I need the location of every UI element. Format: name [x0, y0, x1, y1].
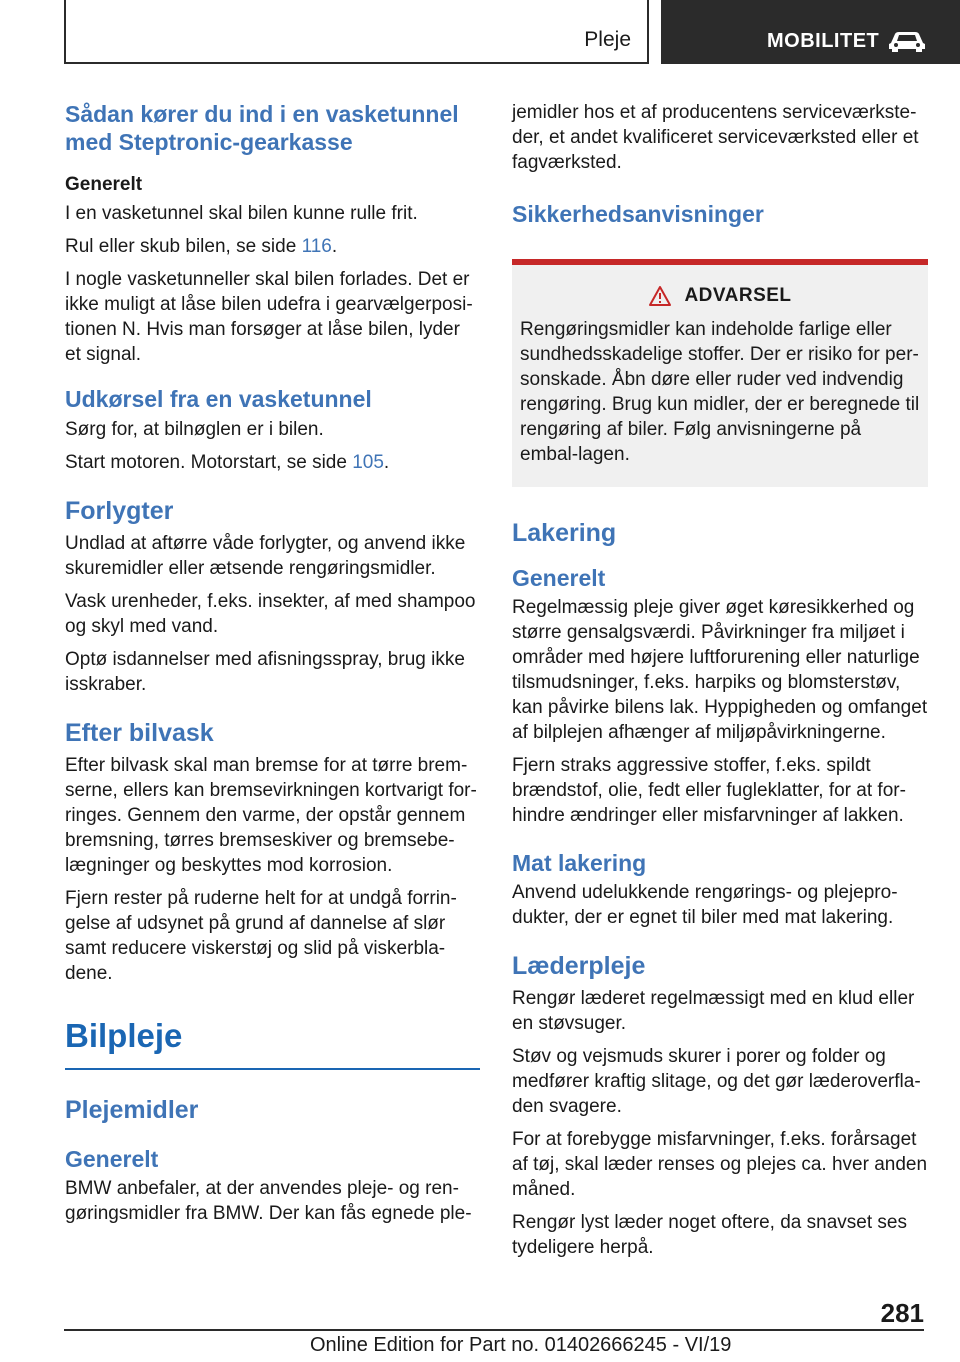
warning-box	[512, 259, 928, 487]
heading-matte-paint: Mat lakering	[512, 850, 647, 876]
paragraph: Rengør læderet regelmæssigt med en klud eller en støvsuger.	[512, 988, 915, 1034]
paragraph: Anvend udelukkende rengørings- og plejepro-dukter, der er egnet til biler med mat lakering.	[512, 882, 898, 928]
heading-headlights: Forlygter	[65, 497, 174, 525]
right-column	[512, 100, 928, 1268]
paragraph: For at forebygge misfarvninger, f.eks. forårsaget af tøj, skal læder renses og plejes ca. hver anden måned.	[512, 1129, 928, 1200]
heading-safety-notes: Sikkerhedsanvisninger	[512, 201, 764, 227]
page-number: 281	[880, 1298, 924, 1328]
paragraph: jemidler hos et af producentens serviceværkste-der, et andet kvalificeret serviceværksted eller et fagværksted.	[512, 102, 919, 173]
paragraph: Vask urenheder, f.eks. insekter, af med shampoo og skyl med vand.	[65, 591, 476, 637]
warning-title: ADVARSEL	[684, 285, 792, 306]
warning-text: Rengøringsmidler kan indeholde farlige eller sundhedsskadelige stoffer. Der er risiko for per-sonskade. Åbn døre eller ruder ved indvendig rengøring. Brug kun midler, der er beregnede til rengøring af biler. Følg anvisningerne på embal-lagen.	[520, 319, 920, 465]
left-column	[65, 100, 480, 1234]
paragraph: Regelmæssig pleje giver øget køresikkerhed og større gensalgsværdi. Påvirkninger fra miljøet i områder med højere luftforurening eller naturlige tilsmudsninger, f.eks. harpiks og blomsterstøv, kan påvirke bilens lak. Hyppigheden og omfanget af bilplejen afhænger af miljøpåvirkningerne.	[512, 597, 928, 743]
paragraph: Efter bilvask skal man bremse for at tørre brem-serne, ellers kan bremsevirkningen kortvarigt for-ringes. Gennem den varme, der opstår gennem bremsning, tørres bremseskiver og bremsebe-lægninger og beskyttes mod korrosion.	[65, 755, 477, 876]
heading-car-wash-steptronic: Sådan kører du ind i en vasketunnel med Steptronic-gearkasse	[65, 101, 459, 155]
paragraph: BMW anbefaler, at der anvendes pleje- og ren-gøringsmidler fra BMW. Der kan fås egnede ple-	[65, 1178, 472, 1224]
paragraph: I nogle vasketunneller skal bilen forlades. Det er ikke muligt at låse bilen udefra i gearvælgerposi-tionen N. Hvis man forsøger at låse bilen, lyder et signal.	[65, 269, 473, 365]
heading-leather-care: Læderpleje	[512, 952, 646, 980]
warning-title-row	[520, 285, 920, 307]
paragraph: I en vasketunnel skal bilen kunne rulle frit.	[65, 203, 418, 224]
header-section-box	[64, 0, 649, 64]
car-icon	[885, 29, 929, 53]
paragraph: Fjern rester på ruderne helt for at undgå forrin-gelse af udsynet på grund af dannelse af slør samt reducere viskerstøj og slid på viskerbla-dene.	[65, 888, 457, 984]
paragraph: Sørg for, at bilnøglen er i bilen.	[65, 419, 324, 440]
paragraph: Undlad at aftørre våde forlygter, og anvend ikke skuremidler eller ætsende rengøringsmidler.	[65, 533, 466, 579]
heading-exit-car-wash: Udkørsel fra en vasketunnel	[65, 386, 372, 412]
subheading-general-3: Generelt	[512, 565, 606, 591]
heading-after-wash: Efter bilvask	[65, 719, 214, 747]
warning-triangle-icon	[648, 285, 672, 307]
heading-paintwork: Lakering	[512, 519, 617, 547]
page-ref-link-116[interactable]: 116	[301, 236, 332, 257]
paragraph: Fjern straks aggressive stoffer, f.eks. spildt brændstof, olie, fedt eller fugleklatter, for at for-hindre ændringer eller misfarvninger af lakken.	[512, 755, 906, 826]
heading-car-care: Bilpleje	[65, 1016, 480, 1070]
header-chapter-tab	[661, 0, 960, 64]
edition-note: Online Edition for Part no. 01402666245 - VI/19	[310, 1334, 732, 1356]
subheading-general-2: Generelt	[65, 1146, 159, 1172]
paragraph: Rengør lyst læder noget oftere, da snavset ses tydeligere herpå.	[512, 1212, 907, 1258]
subheading-general-1: Generelt	[65, 174, 143, 195]
footer-divider	[64, 1329, 924, 1331]
paragraph: Støv og vejsmuds skurer i porer og folder og medfører kraftig slitage, og det gør læderoverfla-den svagere.	[512, 1046, 921, 1117]
heading-care-products: Plejemidler	[65, 1096, 199, 1124]
paragraph-with-ref: Start motoren. Motorstart, se side 105.	[65, 452, 390, 473]
header-section-title: Pleje	[584, 28, 631, 51]
header-chapter-title: MOBILITET	[767, 30, 880, 52]
paragraph: Optø isdannelser med afisningsspray, brug ikke isskraber.	[65, 649, 465, 695]
paragraph-with-ref: Rul eller skub bilen, se side 116.	[65, 236, 338, 257]
page-ref-link-105[interactable]: 105	[352, 452, 384, 473]
